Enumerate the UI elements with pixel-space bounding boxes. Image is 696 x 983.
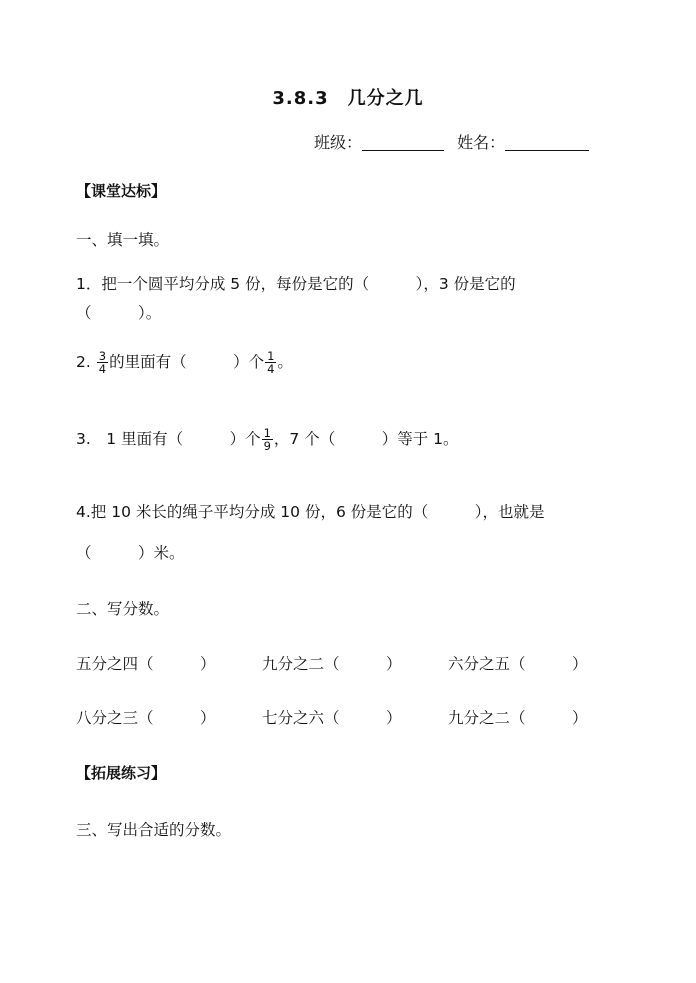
section-heading-extension: 【拓展练习】	[76, 764, 167, 782]
question-1-line-1: 1．把一个圆平均分成 5 份，每份是它的（ ），3 份是它的	[76, 275, 516, 293]
fraction-item: 九分之二（ ）	[262, 655, 402, 673]
part-heading-write: 二、写分数。	[76, 600, 170, 618]
part-heading-appropriate: 三、写出合适的分数。	[76, 821, 232, 839]
question-2-number: 2.	[76, 353, 91, 371]
question-4-line-2: （ ）米。	[76, 544, 185, 562]
question-2-suffix: 。	[277, 353, 293, 371]
question-4-line-1: 4.把 10 米长的绳子平均分成 10 份，6 份是它的（ ），也就是	[76, 503, 545, 521]
fraction-denominator: 9	[263, 439, 271, 453]
fraction-denominator: 4	[267, 362, 275, 376]
fraction-one-ninth	[262, 427, 273, 452]
fraction-item: 八分之三（ ）	[76, 709, 216, 727]
fraction-three-quarters	[97, 350, 108, 375]
question-3	[76, 427, 458, 452]
student-info	[314, 130, 589, 153]
part-heading-fill: 一、填一填。	[76, 231, 170, 249]
fraction-item: 六分之五（ ）	[448, 655, 588, 673]
section-heading-classwork: 【课堂达标】	[76, 182, 167, 200]
page-title: 3.8.3 几分之几	[272, 88, 424, 109]
fraction-numerator: 1	[263, 426, 271, 440]
fraction-one-quarter	[265, 350, 276, 375]
name-label: 姓名：	[457, 133, 506, 152]
fraction-item: 五分之四（ ）	[76, 655, 216, 673]
fraction-item: 九分之二（ ）	[448, 709, 588, 727]
question-1-line-2: （ ）。	[76, 304, 162, 322]
name-blank[interactable]	[505, 132, 589, 151]
class-label: 班级：	[314, 133, 363, 152]
fraction-item: 七分之六（ ）	[262, 709, 402, 727]
fraction-numerator: 1	[267, 349, 275, 363]
question-2-text: 的里面有（ ）个	[109, 353, 265, 371]
question-3-text: 3. 1 里面有（ ）个	[76, 430, 261, 448]
fraction-numerator: 3	[98, 349, 107, 363]
question-2	[76, 350, 293, 375]
class-blank[interactable]	[362, 132, 444, 151]
fraction-denominator: 4	[98, 362, 107, 376]
question-3-suffix: ，7 个（ ）等于 1。	[273, 430, 459, 448]
